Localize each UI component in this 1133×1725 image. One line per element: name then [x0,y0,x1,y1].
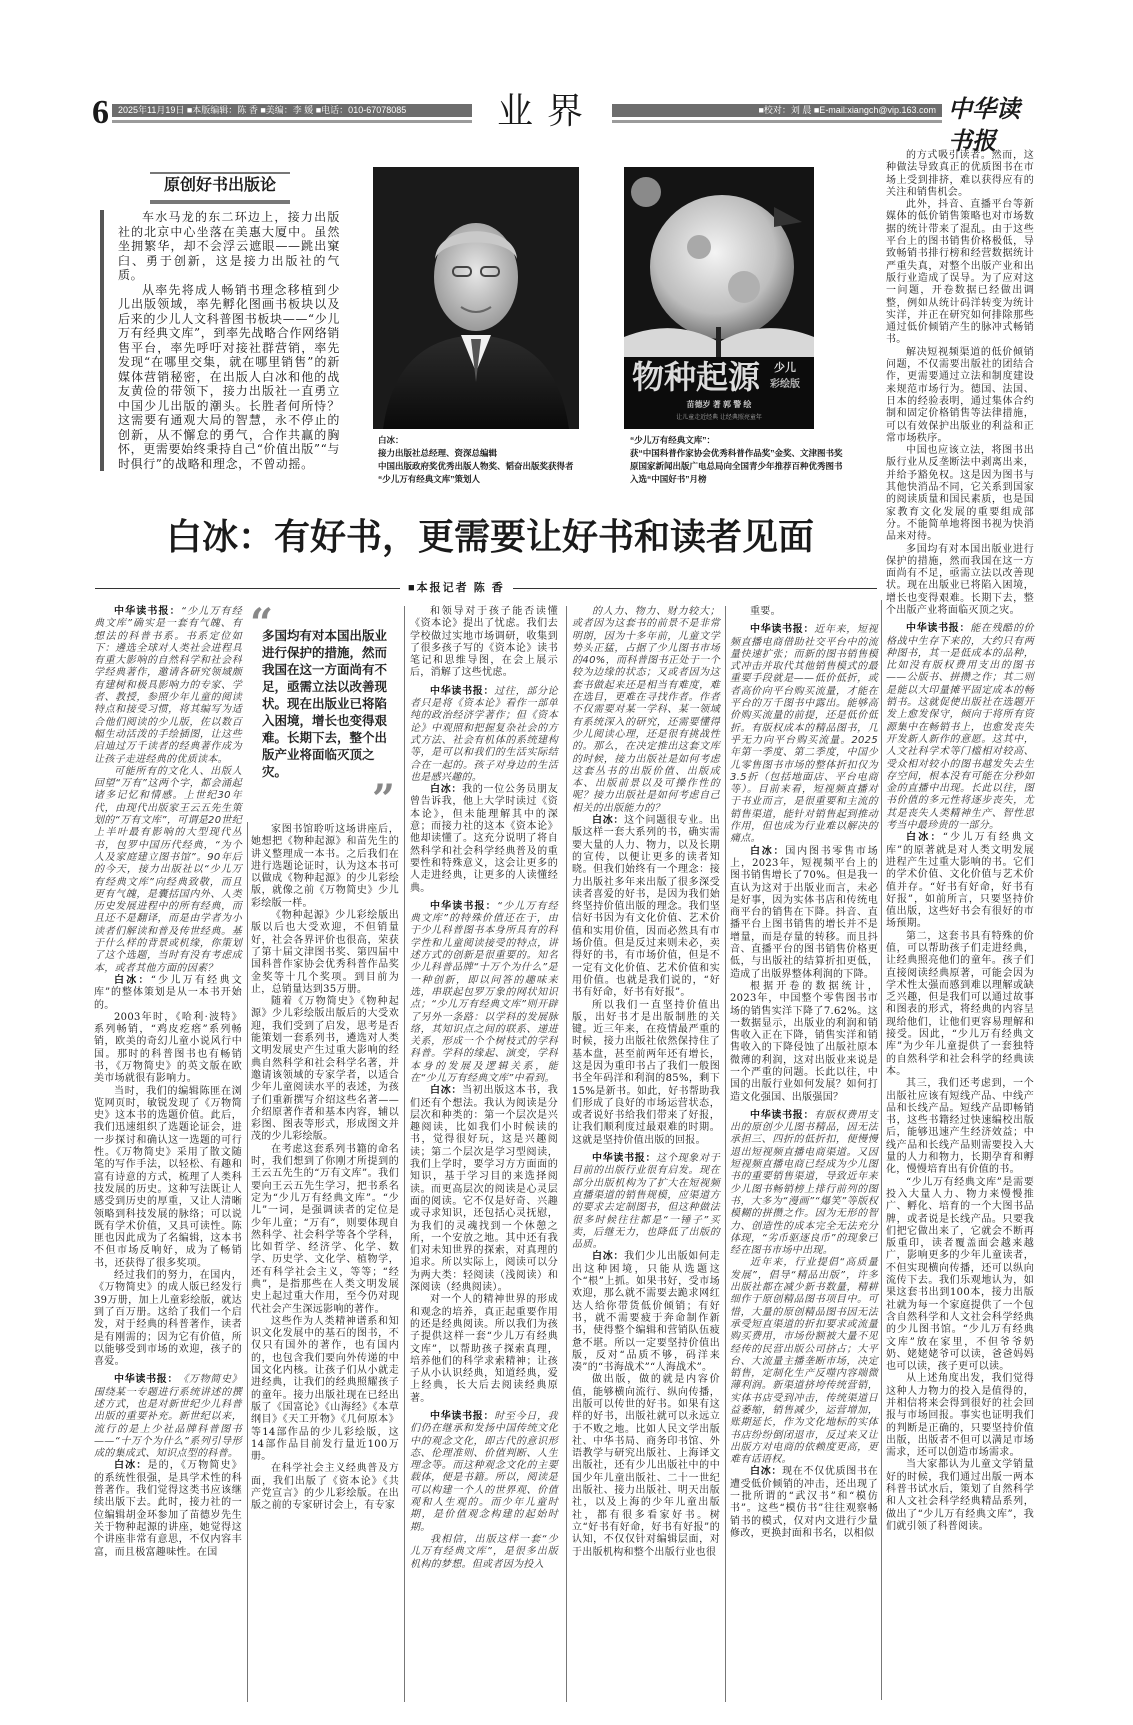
intro-paragraph: 车水马龙的东二环边上，接力出版社的北京中心坐落在美惠大厦中。虽然坐拥繁华，却不会浮云遮眼——跳出窠臼、勇于创新，这是接力出版社的气质。 [118,210,340,282]
paragraph-text: 《万物简史》围绕某一专题进行系统讲述的撰述方式，也是对新世纪少儿科普出版的重要补充。新世纪以来，流行的是上少社品牌科普图书——“十万个为什么”系列引导形成的集成式、知识点型的科普。 [94,1374,242,1460]
article-paragraph [886,623,1034,832]
article-paragraph [410,1085,558,1294]
paragraph-text: 近年来，行业提倡“高质量发展”，倡导“精品出版”，许多出版社都在减少新书数量，精耕细作于原创精品图书项目中。可惜，大量的原创精品图书因无法承受短直渠道的折扣要求或流量购买费用，市场份额被大量不见经传的民营出版公司挤占；大平台、大流量主播垄断市场，决定销售，定制化生产反噬内容端微薄利润。新渠道挤垮传统营销，实体书店受到冲击，传统渠道日益萎缩，销售减少，运营增加，账期延长，作为文化地标的实体书店纷纷倒闭退市，反过来又让出版方对电商的依赖度更高，更难有话语权。 [730,1257,878,1466]
paragraph-text: 随着《万物简史》《物种起源》少儿彩绘版出版后的大受欢迎，我们受到了启发，思考是否能策划一套系列书，遴选对人类文明发展史产生过重大影响的经典自然科学和社会科学名著，并邀请该领域的专家学者，以适合少年儿童阅读水平的表述，为孩子们重新撰写介绍这些名著——介绍原著作者和基本内容，辅以彩图、图表等形式，形成图文并茂的少儿彩绘版。 [251,996,399,1143]
speaker-label: 中华读书报： [906,623,971,635]
article-paragraph [94,975,242,1012]
article-paragraph [730,606,878,618]
article-column-3 [410,606,558,1571]
article-paragraph [730,846,878,981]
article-paragraph [94,1460,242,1558]
article-paragraph [730,1257,878,1466]
article-paragraph [730,1110,878,1258]
article-paragraph [886,832,1034,930]
speaker-label: 中华读书报： [430,1411,495,1422]
column-divider [566,606,567,1702]
speaker-label: 中华读书报： [750,1109,815,1121]
article-paragraph [886,931,1034,1079]
article-paragraph [410,606,558,680]
speaker-label: 中华读书报： [430,900,497,912]
caption-line: “少儿万有经典文库”： [630,435,716,445]
article-paragraph [94,606,242,766]
newspaper-logo: 中华读书报 [948,97,1020,155]
paragraph-text: 在考虑这套系列书籍的命名时，我们想到了你刚才所提到的王云五先生的“万有文库”。我们要向王云五先生学习，把书系名定为“少儿万有经典文库”。“少儿”一词，是强调读者的定位是少年儿童；“万有”，则要体现自然科学、社会科学等各个学科，比如哲学、经济学、化学、数学、历史学、文化学、植物学，还有科学社会主义，等等；“经典”，是指那些在人类文明发展史上起过重大作用，至今仍对现代社会产生深远影响的著作。 [251,1143,399,1315]
article-paragraph [251,1463,399,1512]
article-paragraph [886,1177,1034,1374]
paragraph-text: 当初出版这本书，我们还有个想法。我认为阅读是分层次和种类的：第一个层次是兴趣阅读，比如我们小时候读的书，觉得很好玩，这是兴趣阅读；第二个层次是学习型阅读，我们上学时，要学习方方面面的知识，基于学习目的来选择阅读。而更高层次的阅读是心灵层面的阅读。它不仅是好奇、兴趣或寻求知识，还包括心灵抚慰，为我们的灵魂找到一个休憩之所，一个安放之地。其中还有我们对未知世界的探索，对真理的追求。所以实际上，阅读可以分为两大类：轻阅读（浅阅读）和深阅读（经典阅读）。 [410,1085,559,1294]
article-paragraph [410,1534,558,1571]
caption-line: 中国出版政府奖优秀出版人物奖、韬奋出版奖获得者 [378,461,574,471]
article-paragraph [410,1411,558,1534]
paragraph-text: 过往，部分论者只是将《资本论》看作一部单纯的政治经济学著作；但《资本论》中观照和把握复杂社会的方式方法、社会有机体的系统建构等，是可以和我们的生活实际结合在一起的。孩子对身边的生活也是感兴趣的。 [410,685,558,783]
paragraph-text: 有版权费用支出的原创少儿图书精品，因无法承担三、四折的低折扣，便慢慢退出短视频直播电商渠道。又因短视频直播电商已经成为少儿图书的重要销售渠道，导致近年来少儿图书畅销榜上排行前列的图书，大多为“漫画”“爆笑”等版权模糊的拼攒之作。因为无形的智力、创造性的成本完全无法充分体现，“劣币驱逐良币”的现象已经在图书市场中出现。 [730,1109,878,1257]
paragraph-text: 我的一位公务员朋友曾告诉我，他上大学时读过《资本论》，但未能理解其中的深意；而接力社的这本《资本论》他却读懂了。这充分说明了将自然科学和社会科学经典普及的重要性和特殊意义，这会让更多的人走进经典，让更多的人读懂经典。 [410,784,559,894]
paragraph-text: 当大家都认为儿童文学销量好的时候，我们通过出版一两本科普书试水后，策划了自然科学和人文社会科学经典精品系列，做出了“少儿万有经典文库”，我们就引领了科普阅读。 [886,1459,1034,1532]
article-paragraph [572,1374,720,1558]
paragraph-text: 2003年时，《哈利·波特》系列畅销，“鸡皮疙瘩”系列畅销，欧美的奇幻儿童小说风行中国。那时的科普图书也有畅销书，《万物简史》的英文版在欧美市场就很有影响力。 [94,1011,242,1085]
speaker-label: 白冰： [430,784,463,796]
book-slogan: 让儿童走近经典 让经典照亮童年 [676,415,762,421]
paragraph-text: 我相信，出版这样一套“少儿万有经典文库”，是很多出版机构的梦想。但或者因为投入 [410,1533,558,1570]
article-column-1 [94,606,242,1559]
article-paragraph [886,1459,1034,1533]
speaker-label: 白冰： [114,1460,148,1472]
section-name: 业界 [496,91,597,132]
caption-line: 原国家新闻出版广电总局向全国青少年推荐百种优秀图书 [630,461,843,471]
column-title: 原创好书出版论 [150,172,290,204]
paragraph-text: 从上述角度出发，我们觉得这种人力物力的投入是值得的，并相信将来会得到很好的社会回报与市场回报。事实也证明我们的判断是正确的，只要坚持价值出版，出版者不但可以满足市场需求，还可以创造市场需求。 [886,1373,1034,1459]
paragraph-text: 这些作为人类精神谱系和知识文化发展中的基石的图书，不仅只有国外的著作，也有国内的，也包含我们要向外传递的中国文化内核。让孩子们从小就走进经典，让我们的经典照耀孩子的童年。接力出版社现在已经出版了《国富论》《山海经》《本草纲目》《天工开物》《几何原本》等14部作品的少儿彩绘版，这14部作品目前发行量近100万册。 [251,1315,399,1463]
paragraph-text: 解决短视频渠道的低价倾销问题，不仅需要出版社的团结合作，更需要通过立法和制度建设来规范市场行为。德国、法国、日本的经验表明，通过集体合约制和固定价格销售等法律措施，可以有效保护出版业的利益和正常市场秩序。 [886,346,1034,444]
speaker-label: 白冰： [750,1466,783,1478]
header-rule-right [612,120,942,123]
article-paragraph [572,815,720,999]
paragraph-text: 在科学社会主义经典普及方面，我们出版了《资本论》《共产党宣言》的少儿彩绘版。在出版之前的专家研讨会上，有专家 [251,1463,399,1512]
article-paragraph [410,784,558,895]
article-paragraph [886,445,1034,543]
speaker-label: 中华读书报： [750,624,815,636]
paragraph-text: 现在不仅优质图书在遭受低价倾销的冲击，还出现了一批所谓的“武汉书”和“模仿书”。这些“模仿书”往往观察畅销书的模式，仅对内文进行少量修改，更换封面和书名，以相似 [730,1466,879,1539]
speaker-label: 中华读书报： [592,1153,657,1165]
paragraph-text: 国内图书零售市场上，2023年，短视频平台上的图书销售增长了70%。但是我一直认为这对于出版业而言，未必是好事，因为实体书店和传统电商平台的销售在下降。抖音、直播平台上图书销售的增长并不是增量，而是存量的转移。而且抖音、直播平台的图书销售价格更低，与出版社的结算折扣更低，造成了出版界整体利润的下降。 [730,845,878,980]
article-column-4 [572,606,720,1559]
article-paragraph [94,1012,242,1086]
paragraph-text: 其三，我们还考虑到，一个出版社应该有短线产品、中线产品和长线产品。短线产品即畅销书，这些书籍经过快速编校出版后，能够迅速产生经济效益；中线产品和长线产品则需要投入大量的人力和物力，长期孕育和孵化，慢慢培育出有价值的书。 [886,1078,1034,1176]
paragraph-text: 时至今日，我们仍在继承和发扬中国传统文化中的观念文化，即古代的意识形态、伦理准则、价值判断、人生理念等。而这种观念文化的主要载体，便是书籍。所以，阅读是可以构建一个人的世界观、价值观和人生观的。而少年儿童时期，是价值观念构建的起始时期。 [410,1411,558,1533]
header-rule-left [112,120,472,123]
paragraph-text: 是的，《万物简史》的系统性很强，是具学术性的科普著作。我们觉得这类书应该继续出版下去。此时，接力社的一位编辑胡金环参加了苗德岁先生关于物种起源的讲座，她觉得这个讲座非常有意思，不仅内容丰富，而且极富趣味性。在国 [94,1460,242,1558]
paragraph-text: 能在残酷的价格战中生存下来的，大约只有两种图书，其一是低成本的品种，比如没有版权费用支出的图书——公版书、拼攒之作；其二则是能以大印量摊平固定成本的畅销书。这就促使出版社在选题开发上愈发保守，倾向于将所有资源集中在畅销书上，也愈发丧失开发新人新作的意愿。这其中，人文社科学术等门槛相对较高、受众相对较小的图书越发失去生存空间，根本没有可能在分秒如金的直播中出现。长此以往，图书价值的多元性将逐步丧失，尤其是丧失人类精神生产、智性思考当中最珍贵的一部分。 [886,623,1034,832]
article-paragraph [410,1294,558,1405]
paragraph-text: 对一个人的精神世界的形成和观念的培养，真正起重要作用的还是经典阅读。所以我们为孩子提供这样一套“少儿万有经典文库”，以帮助孩子探索真理，培养他们的科学求索精神；让孩子从小认识经典，知道经典，爱上经典，长大后去阅读经典原著。 [410,1294,558,1404]
column-divider [881,600,882,1700]
paragraph-text: 多国均有对本国出版业进行保护的措施，然而我国在这一方面尚有不足，亟需立法以改善现状。现在出版业已将陷入困境，增长也变得艰难。长期下去，整个出版产业将面临灭顶之灾。 [886,543,1034,616]
headline: 白冰：有好书，更需要让好书和读者见面 [165,516,814,558]
article-paragraph [886,199,1034,347]
paragraph-text: “少儿万有经典文库”的整体策划是从一本书开始的。 [94,974,242,1011]
article-paragraph [94,766,242,975]
article-column-2 [251,824,399,1513]
paragraph-text: 这个问题很专业。出版这样一套大系列的书，确实需要大量的人力、物力，以及长期的宣传，以便让更多的读者知晓。但我们始终有一个理念：接力出版社多年来出版了很多深受读者喜爱的好书，是因为我们始终坚持价值出版的理念。我们坚信好书因为有文化价值、艺术价值和实用价值，因而必然具有市场价值。但是反过来则未必，卖得好的书，有市场价值，但是不一定有文化价值、艺术价值和实用价值。也就是我们说的，“好书有好命，好书有好报”。 [572,815,721,999]
article-paragraph [886,1373,1034,1459]
paragraph-text: “少儿万有经典文库”确实是一套有气魄、有想法的科普书系。书系定位如下：遴选全球对人类社会进程具有重大影响的自然科学和社会科学经典著作，邀请各研究领域颇有建树和极具影响力的专家、学者、教授，参照少年儿童的阅读特点和接受习惯，将其编写为适合他们阅读的少儿版，佐以数百幅生动活泼的手绘插图，让这些启迪过万千读者的经典著作成为让孩子走进经典的优质读本。 [94,606,242,765]
paragraph-text: 做出版，做的就是内容价值，能够横向流行、纵向传播，出版可以传世的好书。如果有这样的好书，出版社就可以永远立于不败之地。比如人民文学出版社、中华书局、商务印书馆、外语教学与研究出版社、上海译文出版社，还有少儿出版社中的中国少年儿童出版社、二十一世纪出版社、接力出版社、明天出版社，以及上海的少年儿童出版社，都有很多看家好书。树立“好书有好命，好书有好报”的认知，不仅仅针对编辑层面，对于出版机构和整个出版行业也很 [572,1374,720,1558]
paragraph-text: 重要。 [750,606,781,617]
article-paragraph [94,1086,242,1270]
book-caption [630,434,875,486]
open-quote-icon: “ [250,600,274,647]
pull-quote: 多国均有对本国出版业进行保护的措施，然而我国在这一方面尚有不足，亟需立法以改善现状。现在出版业已将陷入困境，增长也变得艰难。长期下去，整个出版产业将面临灭顶之灾。 [262,629,388,779]
article-column-5 [730,606,878,1540]
book-title: 物种起源 [632,359,761,395]
paragraph-text: 根据开卷的数据统计，2023年，中国整个零售图书市场的销售实洋下降了7.62%。这一数据显示，出版业的利润和销售收入正在下降，销售实洋和销售收入的下降侵蚀了出版社原本微薄的利润，这对出版业来说是一个严重的问题。长此以往，中国的出版行业如何发展？如何打造文化强国、出版强国？ [730,980,878,1103]
speaker-label: 白冰： [430,1085,463,1097]
article-column-6 [886,150,1034,1533]
portrait-photo [373,167,579,429]
article-paragraph [251,824,399,910]
article-paragraph [572,1000,720,1148]
book-edition: 少儿 [774,362,796,374]
article-paragraph [410,901,558,1085]
caption-line: 获“中国科普作家协会优秀科普作品奖”金奖、文津图书奖 [630,448,843,458]
person-portrait-icon [373,167,579,429]
portrait-caption [378,434,583,486]
article-paragraph [886,1078,1034,1176]
paragraph-text: 经过我们的努力，在国内，《万物简史》的成人版已经发行39万册，加上儿童彩绘版，就达到了百万册。这给了我们一个启发，对于经典的科普著作，读者是有刚需的；因为它有价值，所以能够受到市场的欢迎，孩子的喜爱。 [94,1270,242,1368]
paragraph-text: 家图书馆聆听这场讲座后，她想把《物种起源》和苗先生的讲义整理成一本书。之后我们在进行选题论证时，认为这本书可以做成《物种起源》的少儿彩绘版，就像之前《万物简史》少儿彩绘版一样。 [251,824,399,909]
article-paragraph [730,981,878,1104]
paragraph-text: “少儿万有经典文库”的特殊价值还在于，由于少儿科普图书本身所具有的科学性和儿童阅读接受的特点，讲述方式的创新是很重要的。知名少儿科普品牌“十万个为什么”是一种创新，即以问答的趣味来选，串联起包罗万象的网状知识点；“少儿万有经典文库”则开辟了另外一条路：以学科的发展脉络，其知识点之间的联系、递进关系，形成一个个树枝式的学科科普。学科的缘起、演变，学科本身的发展及逻辑关系，能在“少儿万有经典文库”中看到。 [410,900,558,1084]
speaker-label: 白冰： [906,832,943,844]
speaker-label: 白冰： [592,1251,625,1263]
article-paragraph [730,1466,878,1540]
article-paragraph [572,1153,720,1251]
paragraph-text: 我们少儿出版如何走出这种困境，只能从选题这个“根”上抓。如果书好，受市场欢迎，那么就不需要去跪求网红达人给你带货低价倾销；有好书，就不需要疲于奔命制作新书，使得整个编辑和营销队伍疲惫不堪。所以一定要坚持价值出版，反对“品质不够，码洋来凑”的“书海战术”“人海战术”。 [572,1251,721,1374]
caption-line: 接力出版社总经理、资深总编辑 [378,448,498,458]
article-paragraph [94,1270,242,1368]
page-number: 6 [92,94,109,131]
article-paragraph [251,1316,399,1464]
article-paragraph [572,1251,720,1374]
intro-paragraph: 从率先将成人畅销书理念移植到少儿出版领域，率先孵化图画书板块以及后来的少儿人文科普图书板块——“少儿万有经典文库”，到率先战略合作网络销售平台，率先呼吁对接社群营销，率先发现“在哪里交集，就在哪里销售”的新媒体营销秘密，在出版人白冰和他的战友黄俭的带领下，接力出版社一直勇立中国少儿出版的潮头。长胜者何所恃？这需要有通观大局的智慧，永不停止的创新，从不懈怠的勇气，合作共赢的胸怀，更需要始终秉持自己“价值出版”“与时俱行”的战略和理念，不曾动摇。 [118,282,340,471]
article-paragraph [251,996,399,1144]
paragraph-text: 《物种起源》少儿彩绘版出版以后也大受欢迎，不但销量好，社会各界评价也很高，荣获了第十届文津图书奖、第四届中国科普作家协会优秀科普作品奖金奖等十几个奖项。到目前为止，总销量达到35万册。 [251,910,399,995]
paragraph-text: 可能所有的文化人、出版人回望“万有”这两个字，都会涌起诸多记忆和情感。上世纪30年代，由现代出版家王云五先生策划的“万有文库”，可谓是20世纪上半叶最有影响的大型现代丛书，包罗中国历代经典，“为个人及家庭建立图书馆”。90年后的今天，接力出版社以“少儿万有经典文库”向经典致敬，而且更有气魄，是囊括国内外、人类历史发展进程中的所有经典，而且还不是翻译，而是由学者为小读者们解读和普及传世经典。基于什么样的背景或机缘，你策划了这个选题，当时有没有考虑成本，或者其他方面的因素？ [94,765,242,974]
paragraph-text: 此外，抖音、直播平台等新媒体的低价销售策略也对市场数据的统计带来了混乱。由于这些平台上的图书销售价格极低，导致畅销书排行榜和经营数据统计严重失真，对整个出版产业和出版行业造成了误导。为了应对这一问题，开卷数据已经做出调整，例如从统计码洋转变为统计实洋，并正在研究如何排除那些通过低价倾销产生的脉冲式畅销书。 [886,199,1034,346]
speaker-label: 白冰： [750,845,786,857]
paragraph-text: “少儿万有经典文库”是需要投入大量人力、物力来慢慢推广、孵化、培育的一个大图书品牌，或者说是长线产品。只要我们把它做出来了，它就会不断再版重印，读者覆盖面会越来越广，影响更多的少年儿童读者，不但实现横向传播，还可以纵向流传下去。我们乐观地认为，如果这套书出到100本，接力出版社就为每一个家庭提供了一个包含自然科学和人文社会科学经典的少儿图书馆。“少儿万有经典文库”放在家里，不但爷爷奶奶、姥姥姥爷可以读，爸爸妈妈也可以读，孩子更可以读。 [886,1176,1034,1373]
paragraph-text: 当时，我们的编辑陈匪在浏览网页时，敏锐发现了《万物简史》这本书的选题价值。此后，我们迅速组织了选题论证会，进一步探讨和确认这一选题的可行性。《万物简史》采用了散文随笔的写作手法，以轻松、有趣和富有诗意的方式，梳理了人类科技发展的历史。这种写法既让人感受到历史的厚重，又让人清晰领略到科技发展的脉络；可以说既有学术价值，又具可读性。陈匪也因此成为了名编辑，这本书不但市场反响好，成为了畅销书，还获得了很多奖项。 [94,1085,242,1269]
intro-text [100,210,340,471]
paragraph-text: 和领导对于孩子能否读懂《资本论》提出了忧虑。我们去学校做过实地市场调研，收集到了很多孩子写的《资本论》读书笔记和思维导图，在会上展示后，消解了这些忧虑。 [410,606,558,679]
speaker-label: 中华读书报： [430,685,495,697]
header-info-left: 2025年11月19日 ■本版编辑：陈 香 ■美编：李 媛 ■电话：010-67078085 [112,104,472,117]
caption-line: 入选“中国好书”月榜 [630,474,707,484]
paragraph-text: 中国也应该立法，将图书出版行业从反垄断法中剥离出来，并给予豁免权。这是因为图书与其他快消品不同，它关系到国家的阅读质量和国民素质，也是国家教育文化发展的重要组成部分。不能简单地将图书视为快消品来对待。 [886,445,1034,543]
speaker-label: 中华读书报： [114,1374,179,1386]
paragraph-text: 第二，这套书具有特殊的价值，可以帮助孩子们走进经典，让经典照亮他们的童年。孩子们直接阅读经典原著，可能会因为学术性太强而感到难以理解或缺乏兴趣，但是我们可以通过故事和图表的形式，将经典的内容呈现给他们，让他们更容易理解和接受。因此，“少儿万有经典文库”为少年儿童提供了一套独特的自然科学和社会科学的经典读本。 [886,930,1034,1077]
speaker-label: 白冰： [114,974,151,986]
article-paragraph [410,686,558,784]
paragraph-text: 所以我们一直坚持价值出版，出好书才是出版制胜的关键。近三年来，在疫情最严重的时候，接力出版社依然保持住了基本盘，甚至前两年还有增长，这是因为重印书占了我们一般图书全年码洋和利润的85%，剩下15%是新书。如此，好书帮助我们形成了良好的市场运营状态，或者说好书给我们带来了好报，让我们顺利度过最艰难的时期。这就是坚持价值出版的回报。 [572,999,720,1146]
column-divider [247,822,248,1702]
article-paragraph [730,624,878,845]
article-paragraph [886,150,1034,199]
article-paragraph [251,1144,399,1316]
speaker-label: 白冰： [592,815,625,827]
speaker-label: 中华读书报： [114,606,181,617]
paragraph-text: 的人力、物力、财力较大；或者因为这套书的前景不是非常明朗，因为十多年前，儿童文学势头正猛，占据了少儿图书市场的40%，而科普图书正处于一个较为边缘的状态；又或者因为这套书做起来还是相当有难度，难在选目，更难在寻找作者。作者不仅需要对某一学科、某一领域有系统深入的研究，还需要懂得少儿阅读心理，还是很有挑战性的。那么，在决定推出这套文库的时候，接力出版社是如何考虑这套丛书的出版价值、出版成本、出版前景以及可操作性的呢？接力出版社是如何考虑自己相关的出版能力的？ [572,606,720,814]
paragraph-text: “少儿万有经典文库”的原著就是对人类文明发展进程产生过重大影响的书。它们的学术价值、文化价值与艺术价值并存。“好书有好命，好书有好报”，如前所言，只要坚持价值出版，这些好书会有很好的市场预期。 [886,832,1034,930]
caption-line: “少儿万有经典文库”策划人 [378,474,481,484]
article-paragraph [572,606,720,815]
book-edition-sub: 彩绘版 [770,379,800,390]
paragraph-text: 近年来，短视频直播电商借助社交平台中的流量快速扩张；而新的图书销售模式冲击并取代其他销售模式的最重要手段就是——低价低折，或者高价向平台购买流量，才能在平台的万千图书中露出。能够高价购买流量的前提，还是低价低折。有版权成本的精品图书，几乎无力向平台购买流量。2025年第一季度、第二季度，中国少儿零售图书市场的整体折扣仅为3.5折（包括地面店、平台电商等）。目前来看，短视频直播对于书业而言，是很重要和主流的销售渠道，能针对销售起到推动作用，但也成为行业难以解决的痛点。 [730,624,878,845]
article-paragraph [251,910,399,996]
article-paragraph [886,347,1034,445]
book-cover-image [624,167,814,429]
header-info-right: ■校对：刘 晨 ■E-mail:xiangch@vip.163.com [612,104,942,117]
column-divider [404,606,405,1702]
caption-line: 白冰： [378,435,404,445]
byline: ■本报记者 陈 香 [400,579,513,597]
article-paragraph [886,544,1034,618]
article-paragraph [94,1374,242,1460]
close-quote-icon: ” [372,776,396,823]
book-authors: 苗德岁 著 郭 警 绘 [686,400,752,409]
column-divider [725,606,726,1702]
paragraph-text: 的方式吸引读者。然而，这种做法导致真正的优质图书在市场上受到排挤，难以获得应有的关注和销售机会。 [886,150,1034,198]
paragraph-text: 这个现象对于目前的出版行业很有启发。现在部分出版机构为了扩大在短视频直播渠道的销售规模，应渠道方的要求去定制图书，但这种做法很多时候往往都是“一锤子”买卖，后继无力，也降低了出版的品质。 [572,1153,720,1251]
